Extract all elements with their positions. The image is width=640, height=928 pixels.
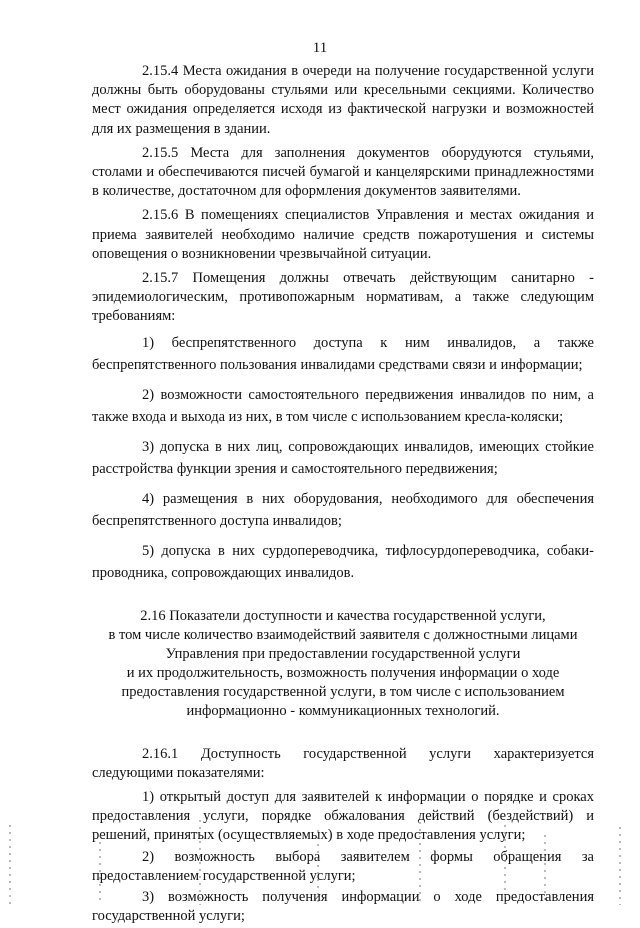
requirement-item: 4) размещения в них оборудования, необходимого для обеспечения беспрепятственного доступа инвалидов; — [92, 490, 594, 529]
heading-line: и их продолжительность, возможность получения информации о ходе — [126, 664, 560, 681]
heading-line: 2.16 Показатели доступности и качества государственной услуги, — [140, 607, 546, 624]
indicator-item: 1) открытый доступ для заявителей к информации о порядке и сроках предоставления услуги, порядке обжалования действий (бездействий) и решений, принятых (осуществляемых) в ходе предоставления услуги; — [92, 789, 594, 844]
requirement-item: 5) допуска в них сурдопереводчика, тифлосурдопереводчика, собаки-проводника, сопровождающих инвалидов. — [92, 542, 594, 581]
paragraph-2-15-5: 2.15.5 Места для заполнения документов оборудуются стульями, столами и обеспечиваются писчей бумагой и канцелярскими принадлежностями в количестве, достаточном для оформления документов заявителями. — [92, 144, 594, 200]
requirement-item: 2) возможности самостоятельного передвижения инвалидов по ним, а также входа и выхода из них, в том числе с использованием кресла-коляски; — [92, 386, 594, 425]
paragraph-2-15-4: 2.15.4 Места ожидания в очереди на получение государственной услуги должны быть оборудованы стульями или кресельными секциями. Количество мест ожидания определяется исходя из фактической нагрузки и возможностей для их размещения в здании. — [92, 63, 594, 137]
paragraph-2-15-7: 2.15.7 Помещения должны отвечать действующим санитарно - эпидемиологическим, противопожарным нормативам, а также следующим требованиям: — [92, 270, 594, 325]
indicator-item: 2) возможность выбора заявителем формы обращения за предоставлением государственной услуги; — [92, 848, 594, 884]
paragraph-2-16-1: 2.16.1 Доступность государственной услуги характеризуется следующими показателями: — [92, 745, 594, 781]
heading-line: Управления при предоставлении государственной услуги — [165, 645, 521, 662]
heading-line: предоставления государственной услуги, в том числе с использованием — [121, 683, 565, 700]
document-body — [92, 62, 594, 928]
page-number: 11 — [312, 40, 328, 56]
heading-line: в том числе количество взаимодействий заявителя с должностными лицами — [108, 626, 578, 643]
requirement-item: 3) допуска в них лиц, сопровождающих инвалидов, имеющих стойкие расстройства функции зрения и самостоятельного передвижения; — [92, 438, 594, 477]
paragraph-2-15-6: 2.15.6 В помещениях специалистов Управления и местах ожидания и приема заявителей необходимо наличие средств пожаротушения и системы оповещения о возникновении чрезвычайной ситуации. — [92, 207, 594, 262]
indicator-item: 3) возможность получения информации о ходе предоставления государственной услуги; — [92, 889, 594, 925]
requirement-item: 1) беспрепятственного доступа к ним инвалидов, а также беспрепятственного пользования инвалидами средствами связи и информации; — [92, 334, 594, 373]
section-heading-2-16 — [92, 607, 594, 721]
heading-line: информационно - коммуникационных технологий. — [186, 702, 500, 719]
